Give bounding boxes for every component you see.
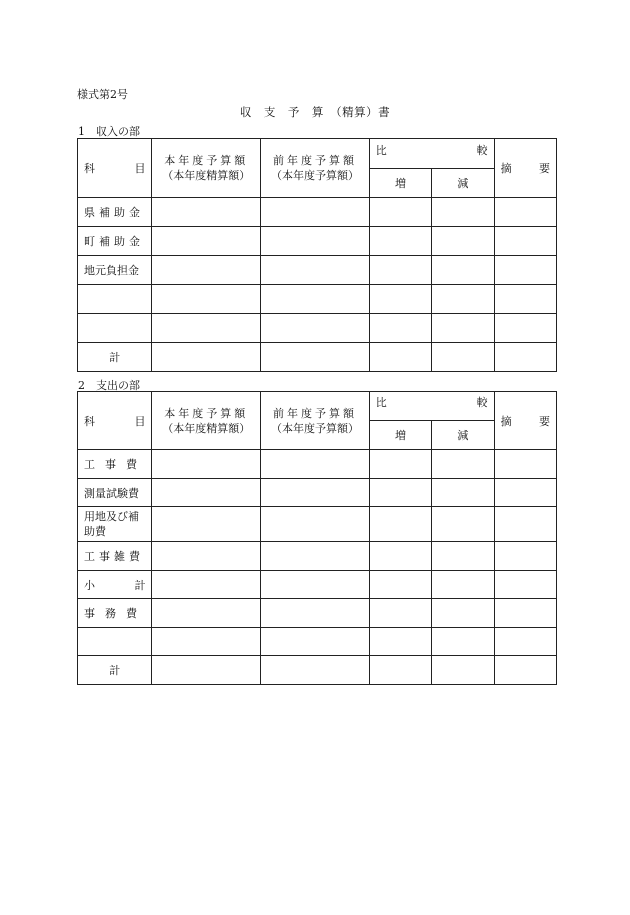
decrease-cell[interactable] bbox=[432, 599, 494, 628]
row-label bbox=[78, 628, 152, 656]
current-amount-cell[interactable] bbox=[152, 542, 261, 571]
note-cell[interactable] bbox=[494, 343, 556, 372]
note-cell[interactable] bbox=[494, 256, 556, 285]
note-header bbox=[494, 139, 556, 198]
increase-cell[interactable] bbox=[369, 656, 431, 685]
note-cell[interactable] bbox=[494, 542, 556, 571]
total-row bbox=[78, 343, 557, 372]
current-amount-cell[interactable] bbox=[152, 256, 261, 285]
current-amount-cell[interactable] bbox=[152, 227, 261, 256]
current-amount-cell[interactable] bbox=[152, 628, 261, 656]
table-row bbox=[78, 450, 557, 479]
current-budget-header-line1: 本年度予算額 bbox=[164, 154, 249, 167]
subject-header bbox=[78, 139, 152, 198]
previous-budget-header-line2: （本年度予算額） bbox=[270, 169, 359, 182]
expense-table bbox=[77, 391, 557, 685]
row-label: 工事費 bbox=[78, 450, 152, 479]
previous-budget-header-line1: 前年度予算額 bbox=[272, 154, 357, 167]
increase-cell[interactable] bbox=[369, 256, 431, 285]
table-row bbox=[78, 314, 557, 343]
total-label: 計 bbox=[78, 656, 152, 685]
previous-amount-cell[interactable] bbox=[261, 450, 370, 479]
current-amount-cell[interactable] bbox=[152, 285, 261, 314]
table-row bbox=[78, 256, 557, 285]
decrease-cell[interactable] bbox=[432, 343, 494, 372]
note-cell[interactable] bbox=[494, 507, 556, 542]
subtotal-row bbox=[78, 571, 557, 599]
comparison-header-right: 較 bbox=[476, 143, 488, 157]
income-section-label: 1 収入の部 bbox=[78, 125, 140, 138]
note-cell[interactable] bbox=[494, 599, 556, 628]
current-amount-cell[interactable] bbox=[152, 343, 261, 372]
increase-cell[interactable] bbox=[369, 628, 431, 656]
decrease-cell[interactable] bbox=[432, 656, 494, 685]
current-amount-cell[interactable] bbox=[152, 314, 261, 343]
subject-header-left: 科 bbox=[84, 162, 95, 175]
previous-budget-header-line1: 前年度予算額 bbox=[272, 406, 357, 420]
note-cell[interactable] bbox=[494, 450, 556, 479]
row-label bbox=[78, 314, 152, 343]
table-row bbox=[78, 599, 557, 628]
current-budget-header-line2: （本年度精算額） bbox=[162, 421, 251, 435]
previous-budget-header-line2: （本年度予算額） bbox=[270, 421, 359, 435]
comparison-header bbox=[369, 139, 494, 169]
current-amount-cell[interactable] bbox=[152, 571, 261, 599]
current-amount-cell[interactable] bbox=[152, 656, 261, 685]
total-row bbox=[78, 656, 557, 685]
decrease-cell[interactable] bbox=[432, 227, 494, 256]
current-budget-header-line1: 本年度予算額 bbox=[164, 406, 249, 420]
subtotal-label-right: 計 bbox=[134, 578, 146, 592]
subject-header-right: 目 bbox=[134, 162, 146, 175]
previous-amount-cell[interactable] bbox=[261, 628, 370, 656]
table-row bbox=[78, 285, 557, 314]
previous-amount-cell[interactable] bbox=[261, 656, 370, 685]
increase-cell[interactable] bbox=[369, 450, 431, 479]
current-budget-header-line2: （本年度精算額） bbox=[162, 169, 251, 182]
note-header bbox=[494, 392, 556, 450]
decrease-cell[interactable] bbox=[432, 542, 494, 571]
row-label bbox=[78, 285, 152, 314]
increase-header: 増 bbox=[369, 421, 431, 450]
comparison-header-left: 比 bbox=[375, 396, 387, 409]
row-label: 測量試験費 bbox=[78, 479, 152, 507]
note-cell[interactable] bbox=[494, 198, 556, 227]
table-row bbox=[78, 198, 557, 227]
decrease-cell[interactable] bbox=[432, 285, 494, 314]
subject-header-right: 目 bbox=[134, 414, 146, 428]
previous-amount-cell[interactable] bbox=[261, 507, 370, 542]
table-row bbox=[78, 479, 557, 507]
row-label: 県補助金 bbox=[78, 198, 152, 227]
income-table bbox=[77, 138, 557, 372]
current-amount-cell[interactable] bbox=[152, 198, 261, 227]
previous-amount-cell[interactable] bbox=[261, 479, 370, 507]
note-cell[interactable] bbox=[494, 285, 556, 314]
increase-cell[interactable] bbox=[369, 198, 431, 227]
decrease-cell[interactable] bbox=[432, 571, 494, 599]
decrease-cell[interactable] bbox=[432, 628, 494, 656]
decrease-cell[interactable] bbox=[432, 256, 494, 285]
previous-amount-cell[interactable] bbox=[261, 198, 370, 227]
previous-amount-cell[interactable] bbox=[261, 256, 370, 285]
increase-cell[interactable] bbox=[369, 599, 431, 628]
subject-header bbox=[78, 392, 152, 450]
previous-amount-cell[interactable] bbox=[261, 599, 370, 628]
decrease-cell[interactable] bbox=[432, 507, 494, 542]
note-header-left: 摘 bbox=[500, 414, 512, 428]
current-amount-cell[interactable] bbox=[152, 450, 261, 479]
decrease-header: 減 bbox=[432, 421, 494, 450]
document-title: 収 支 予 算 （精算）書 bbox=[239, 105, 391, 119]
increase-cell[interactable] bbox=[369, 314, 431, 343]
note-cell[interactable] bbox=[494, 628, 556, 656]
decrease-cell[interactable] bbox=[432, 479, 494, 507]
note-cell[interactable] bbox=[494, 479, 556, 507]
comparison-header-left: 比 bbox=[375, 143, 387, 157]
increase-cell[interactable] bbox=[369, 479, 431, 507]
table-row bbox=[78, 227, 557, 256]
previous-amount-cell[interactable] bbox=[261, 542, 370, 571]
current-amount-cell[interactable] bbox=[152, 479, 261, 507]
decrease-header: 減 bbox=[432, 169, 494, 198]
decrease-cell[interactable] bbox=[432, 450, 494, 479]
note-cell[interactable] bbox=[494, 656, 556, 685]
row-label: 地元負担金 bbox=[78, 256, 152, 285]
table-row bbox=[78, 628, 557, 656]
note-cell[interactable] bbox=[494, 571, 556, 599]
note-header-right: 要 bbox=[539, 162, 550, 175]
increase-cell[interactable] bbox=[369, 343, 431, 372]
increase-cell[interactable] bbox=[369, 542, 431, 571]
decrease-cell[interactable] bbox=[432, 314, 494, 343]
previous-budget-header bbox=[261, 139, 370, 198]
current-amount-cell[interactable] bbox=[152, 507, 261, 542]
current-budget-header bbox=[152, 392, 261, 450]
comparison-header bbox=[369, 392, 494, 421]
subtotal-label-left: 小 bbox=[84, 578, 95, 592]
expense-section-label: 2 支出の部 bbox=[78, 379, 140, 392]
increase-cell[interactable] bbox=[369, 227, 431, 256]
increase-cell[interactable] bbox=[369, 285, 431, 314]
previous-amount-cell[interactable] bbox=[261, 285, 370, 314]
row-label: 用地及び補助費 bbox=[78, 507, 152, 542]
subtotal-label bbox=[78, 571, 152, 599]
subject-header-left: 科 bbox=[84, 414, 95, 428]
note-header-right: 要 bbox=[539, 414, 550, 428]
current-amount-cell[interactable] bbox=[152, 599, 261, 628]
increase-header: 増 bbox=[369, 169, 431, 198]
total-label: 計 bbox=[78, 343, 152, 372]
decrease-cell[interactable] bbox=[432, 198, 494, 227]
note-cell[interactable] bbox=[494, 227, 556, 256]
previous-amount-cell[interactable] bbox=[261, 343, 370, 372]
current-budget-header bbox=[152, 139, 261, 198]
table-row bbox=[78, 507, 557, 542]
previous-amount-cell[interactable] bbox=[261, 314, 370, 343]
note-header-left: 摘 bbox=[500, 162, 512, 175]
row-label: 工事雑費 bbox=[78, 542, 152, 571]
row-label: 事務費 bbox=[78, 599, 152, 628]
note-cell[interactable] bbox=[494, 314, 556, 343]
previous-amount-cell[interactable] bbox=[261, 571, 370, 599]
previous-amount-cell[interactable] bbox=[261, 227, 370, 256]
row-label: 町補助金 bbox=[78, 227, 152, 256]
previous-budget-header bbox=[261, 392, 370, 450]
table-row bbox=[78, 542, 557, 571]
increase-cell[interactable] bbox=[369, 507, 431, 542]
comparison-header-right: 較 bbox=[476, 396, 488, 409]
form-number: 様式第2号 bbox=[77, 88, 128, 101]
increase-cell[interactable] bbox=[369, 571, 431, 599]
